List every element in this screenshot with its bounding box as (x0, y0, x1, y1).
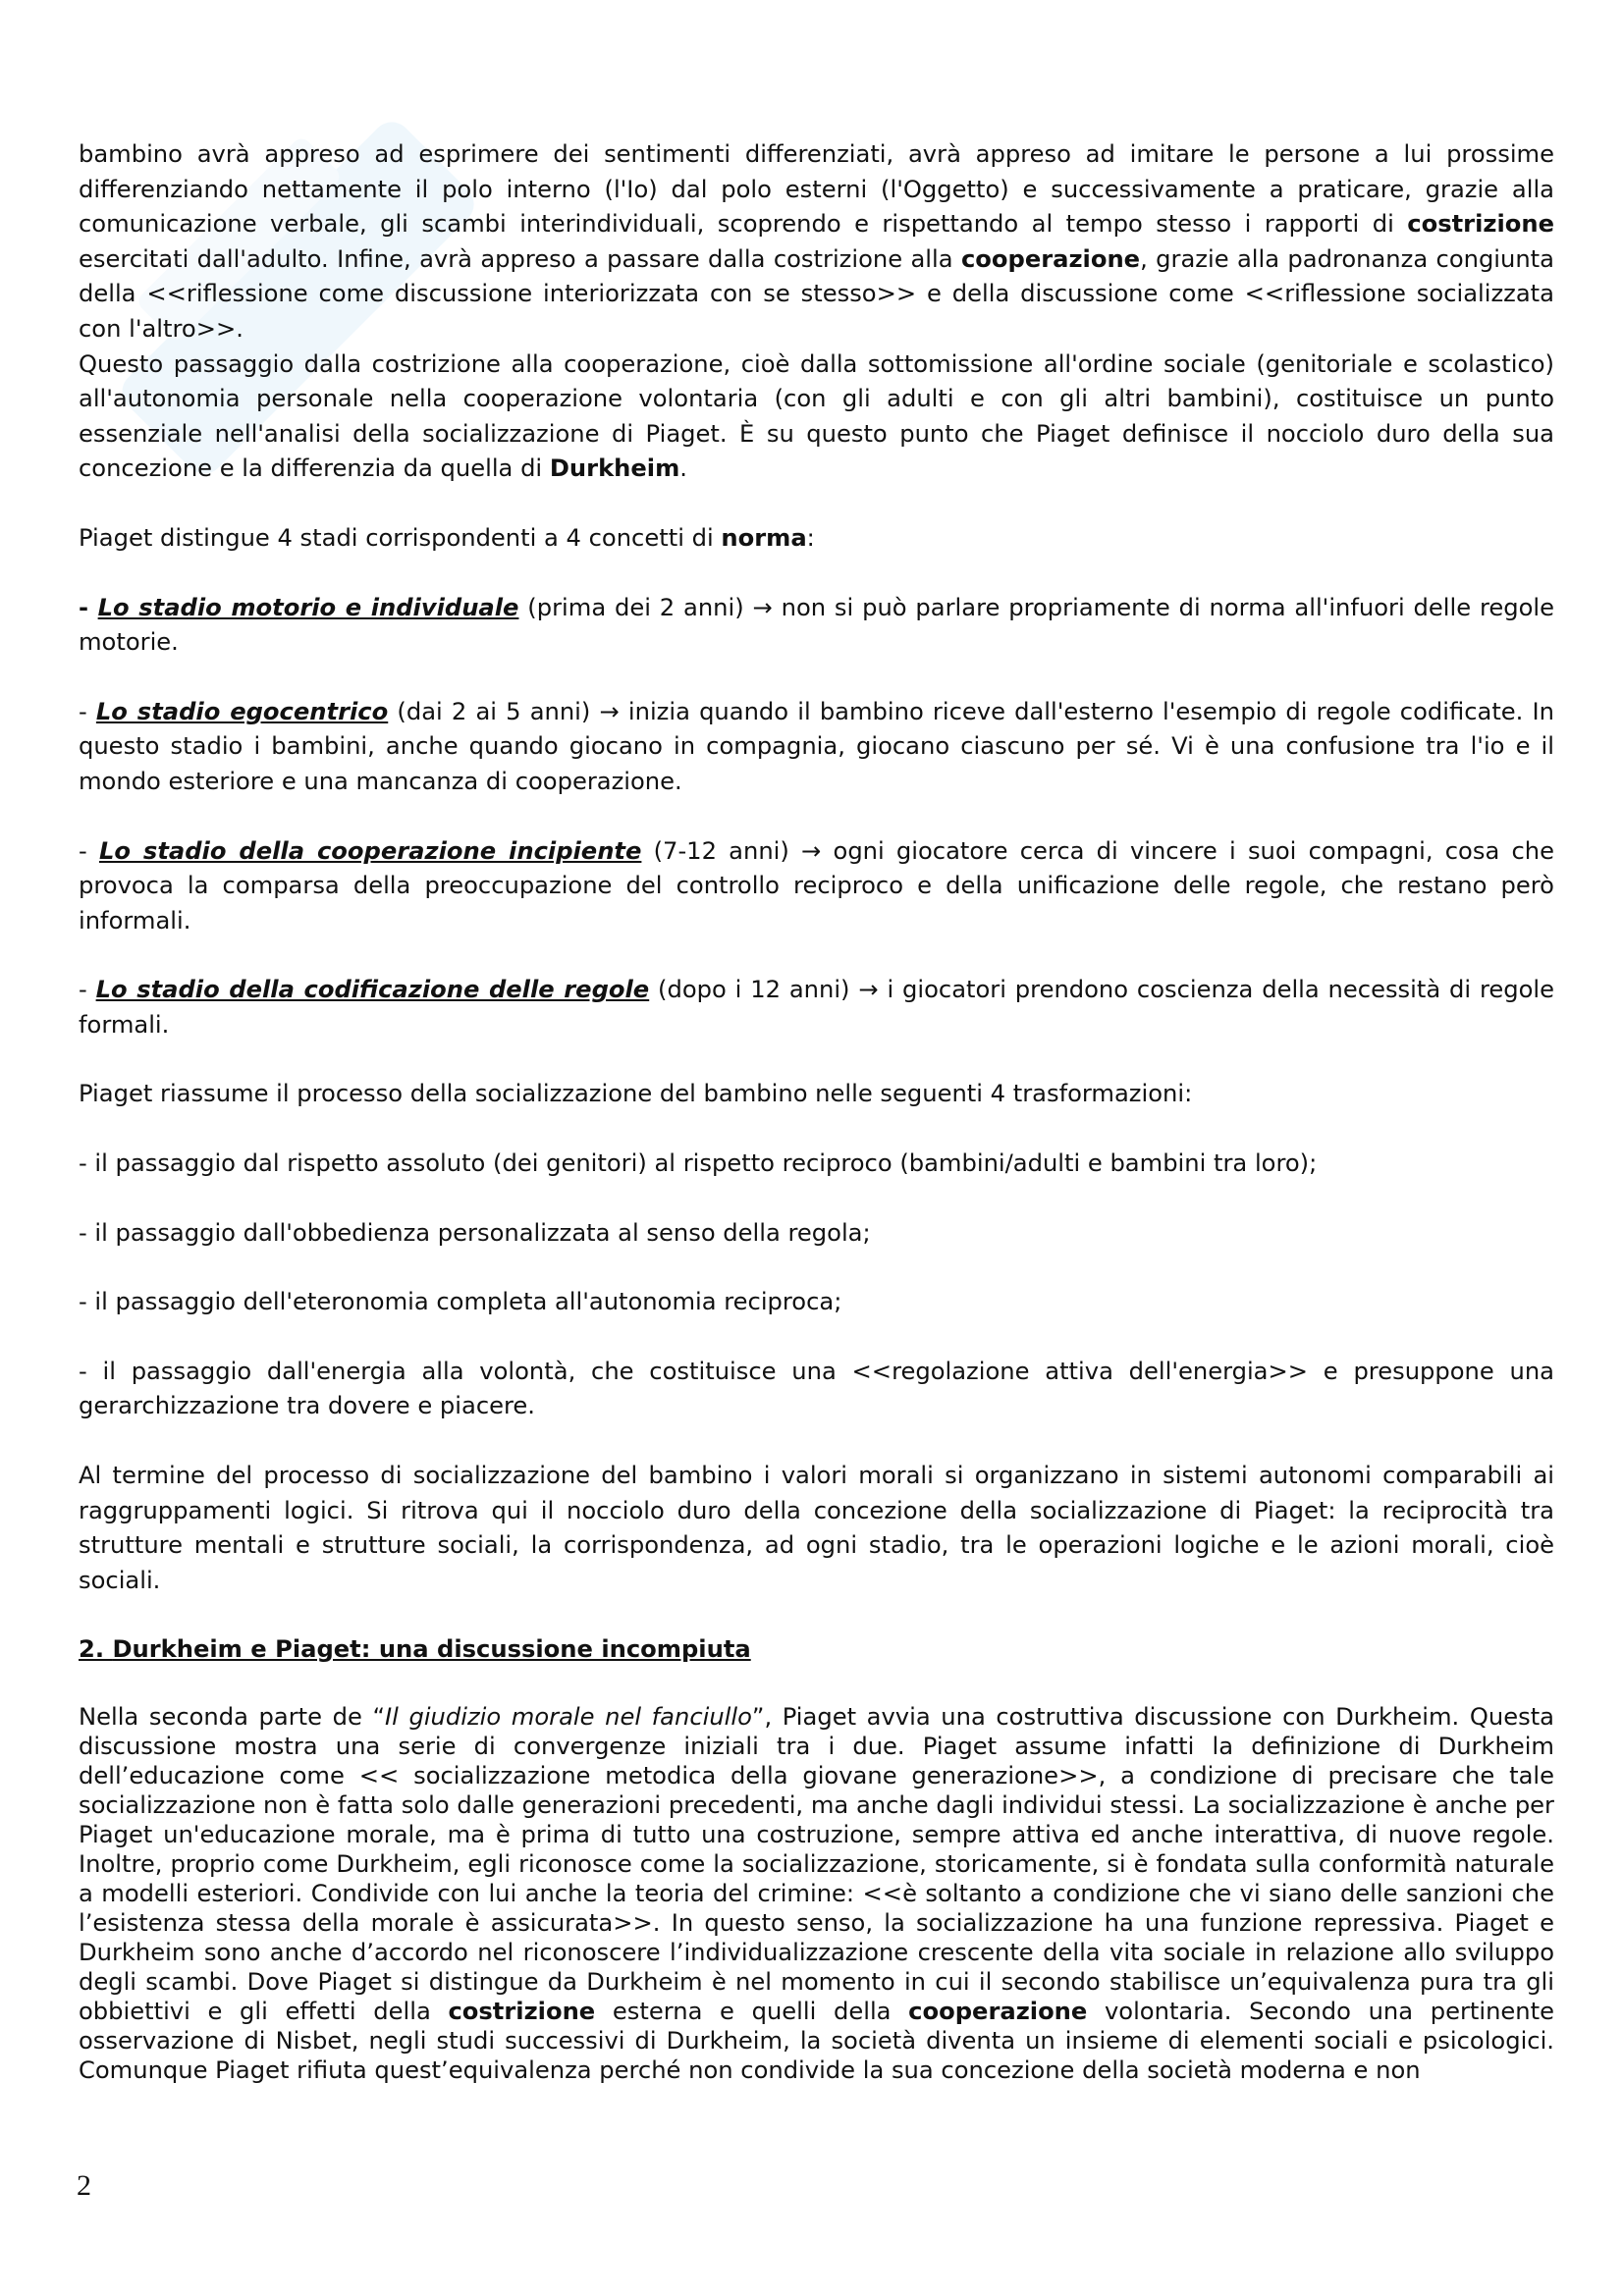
paragraph-passage: Questo passaggio dalla costrizione alla cooperazione, cioè dalla sottomissione all'ordine sociale (genitoriale e scolastico) all'autonomia personale nella cooperazione volontaria (con gli adulti e con gli altri bambini), costituisce un punto essenziale nell'analisi della socializzazione di Piaget. È su questo punto che Piaget definisce il nocciolo duro della sua concezione e la differenzia da quella di Durkheim. (79, 349, 1554, 483)
transformation-item: - il passaggio dall'obbedienza personalizzata al senso della regola; (79, 1218, 871, 1247)
transformation-item: - il passaggio dall'energia alla volontà, che costituisce una <<regolazione attiva dell'energia>> e presuppone una gerarchizzazione tra dovere e piacere. (79, 1357, 1554, 1420)
stage-item: - Lo stadio della cooperazione incipiente (7-12 anni) → ogni giocatore cerca di vincere i suoi compagni, cosa che provoca la comparsa della preoccupazione del controllo reciproco e della unificazione delle regole, che restano però informali. (79, 836, 1555, 934)
stage-item: - Lo stadio motorio e individuale (prima dei 2 anni) → non si può parlare propriamente di norma all'infuori delle regole motorie. (79, 593, 1554, 657)
bold-term: costrizione (1407, 210, 1554, 239)
transformation-item: - il passaggio dell'eteronomia completa all'autonomia reciproca; (79, 1288, 842, 1316)
paragraph-intro: bambino avrà appreso ad esprimere dei sentimenti differenziati, avrà appreso ad imitare le persone a lui prossime differenziando nettamente il polo interno (l'Io) dal polo esterni (l'Oggetto) e successivamente a praticare, grazie alla comunicazione verbale, gli scambi interindividuali, scoprendo e rispettando al tempo stesso i rapporti di costrizione esercitati dall'adulto. Infine, avrà appreso a passare dalla costrizione alla cooperazione, grazie alla padronanza congiunta della <<riflessione come discussione interiorizzata con se stesso>> e della discussione come <<riflessione socializzata con l'altro>>. (79, 140, 1554, 343)
paragraph-transformations-intro: Piaget riassume il processo della socializzazione del bambino nelle seguenti 4 trasformazioni: (79, 1080, 1193, 1108)
book-title: Il giudizio morale nel fanciullo (385, 1703, 752, 1731)
page-number: 2 (77, 2169, 91, 2202)
bold-term: Durkheim (549, 454, 680, 483)
stage-item: - Lo stadio egocentrico (dai 2 ai 5 anni) → inizia quando il bambino riceve dall'esterno l'esempio di regole codificate. In questo stadio i bambini, anche quando giocano in compagnia, giocano ciascuno per sé. Vi è una confusione tra l'io e il mondo esteriore e una mancanza di cooperazione. (79, 697, 1554, 795)
stage-title: Lo stadio motorio e individuale (97, 593, 519, 621)
stage-title: Lo stadio egocentrico (95, 697, 389, 725)
stage-title: Lo stadio della cooperazione incipiente (98, 836, 642, 865)
transformation-item: - il passaggio dal rispetto assoluto (dei genitori) al rispetto reciproco (bambini/adulti e bambini tra loro); (79, 1149, 1318, 1178)
stage-item: - Lo stadio della codificazione delle regole (dopo i 12 anni) → i giocatori prendono coscienza della necessità di regole formali. (79, 976, 1554, 1039)
section-heading: 2. Durkheim e Piaget: una discussione incompiuta (79, 1635, 751, 1664)
bold-term: costrizione (448, 1998, 596, 2025)
stage-title: Lo stadio della codificazione delle regole (95, 976, 650, 1004)
bold-term: cooperazione (908, 1998, 1088, 2025)
paragraph-stages-intro: Piaget distingue 4 stadi corrispondenti a 4 concetti di norma: (79, 523, 815, 552)
paragraph-durkheim-piaget: Nella seconda parte de “Il giudizio morale nel fanciullo”, Piaget avvia una costruttiva discussione con Durkheim. Questa discussione mostra una serie di convergenze iniziali tra i due. Piaget assume infatti la definizione di Durkheim dell’educazione come << socializzazione metodica della giovane generazione>>, a condizione di precisare che tale socializzazione non è fatta solo dalle generazioni precedenti, ma anche dagli individui stessi. La socializzazione è anche per Piaget un'educazione morale, ma è prima di tutto una costruzione, sempre attiva ed anche interattiva, di nuove regole. Inoltre, proprio come Durkheim, egli riconosce come la socializzazione, storicamente, si è fondata sulla conformità naturale a modelli esteriori. Condivide con lui anche la teoria del crimine: <<è soltanto a condizione che vi siano delle sanzioni che l’esistenza stessa della morale è assicurata>>. In questo senso, la socializzazione ha una funzione repressiva. Piaget e Durkheim sono anche d’accordo nel riconoscere l’individualizzazione crescente della vita sociale in relazione allo sviluppo degli scambi. Dove Piaget si distingue da Durkheim è nel momento in cui il secondo stabilisce un’equivalenza pura tra gli obbiettivi e gli effetti della costrizione esterna e quelli della cooperazione volontaria. Secondo una pertinente osservazione di Nisbet, negli studi successivi di Durkheim, la società diventa un insieme di elementi sociali e psicologici. Comunque Piaget rifiuta quest’equivalenza perché non condivide la sua concezione della società moderna e non (79, 1703, 1554, 2084)
bold-term: cooperazione (960, 244, 1141, 273)
paragraph-conclusion: Al termine del processo di socializzazione del bambino i valori morali si organizzano in sistemi autonomi comparabili ai raggruppamenti logici. Si ritrova qui il nocciolo duro della concezione della socializzazione di Piaget: la reciprocità tra strutture mentali e strutture sociali, la corrispondenza, ad ogni stadio, tra le operazioni logiche e le azioni morali, cioè sociali. (79, 1462, 1554, 1594)
document-page (79, 137, 1554, 2085)
bold-term: norma (721, 523, 807, 552)
